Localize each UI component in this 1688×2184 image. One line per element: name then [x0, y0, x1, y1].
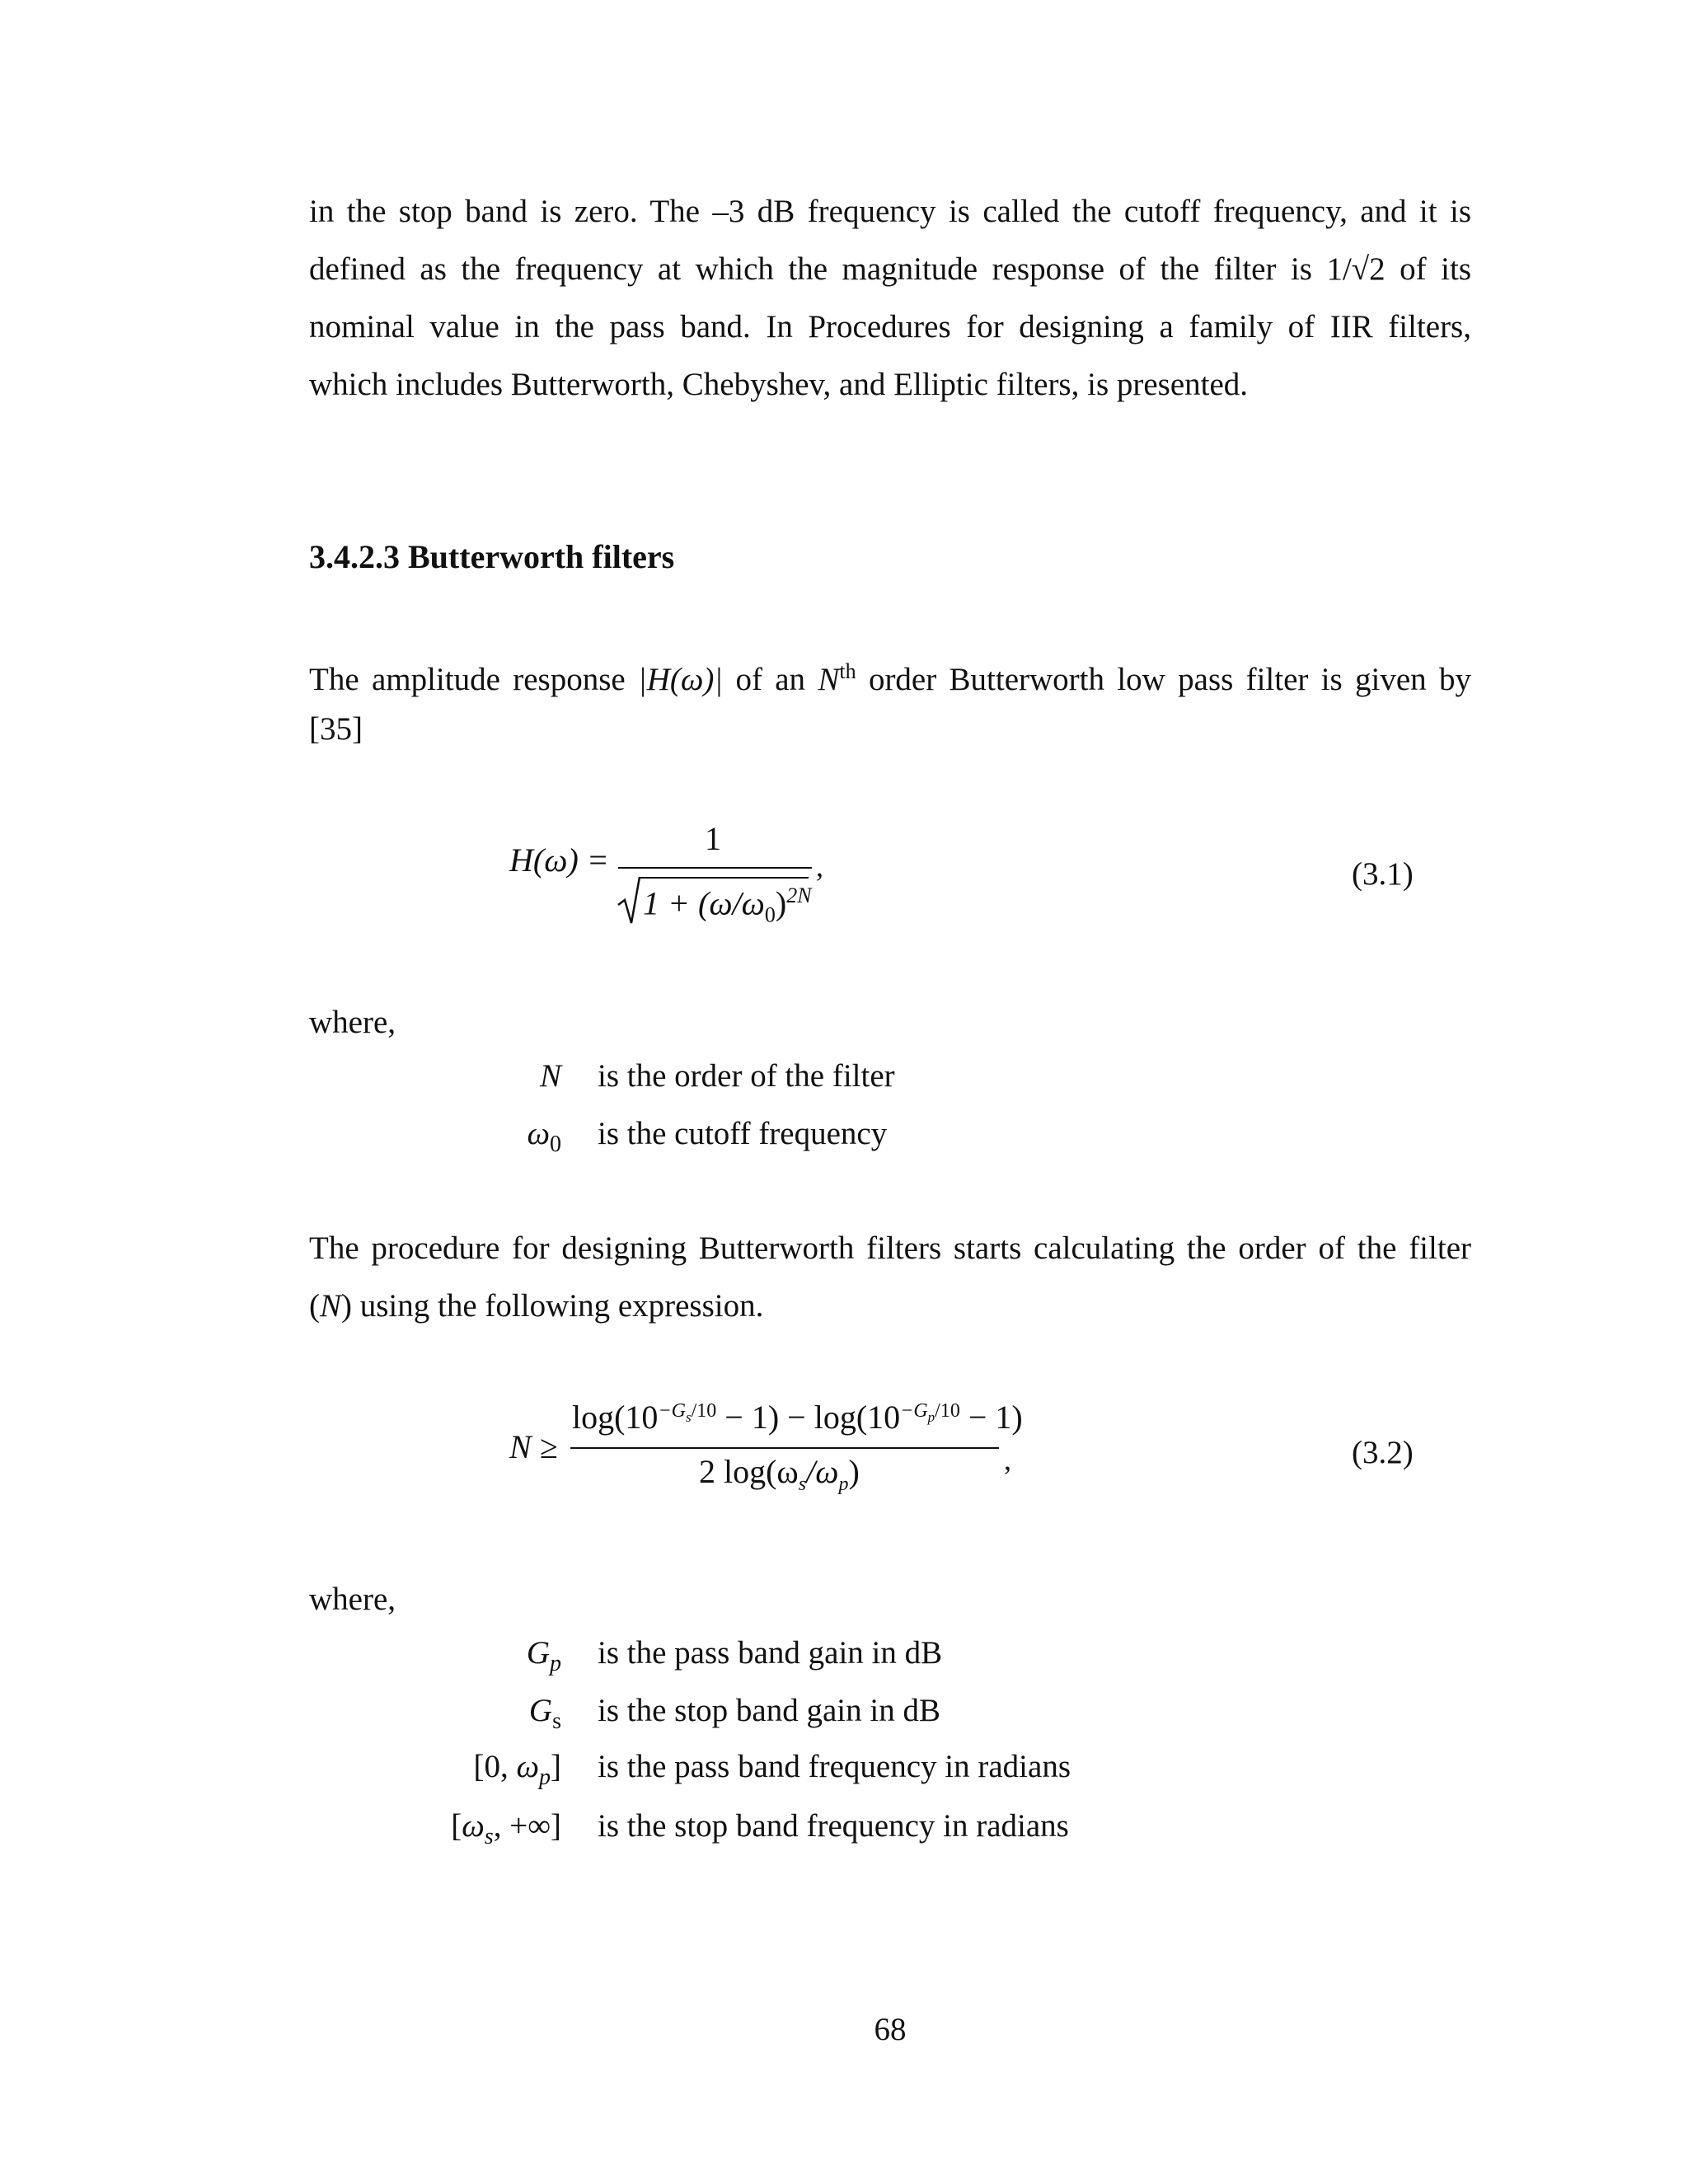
procedure-n: N — [320, 1288, 342, 1324]
eq2-den-mid: /ω — [806, 1453, 839, 1490]
where2-def-passband-desc: is the pass band frequency in radians — [598, 1749, 1071, 1784]
eq2-den-end: ) — [848, 1453, 860, 1490]
eq1-den-close: ) — [775, 884, 787, 922]
eq1-number: (3.1) — [1352, 856, 1414, 892]
eq1-sqrt-bar — [640, 877, 809, 879]
eq2-num-exp1-sub: s — [685, 1408, 692, 1425]
where-1-label: where, — [309, 1005, 396, 1040]
eq1-sqrt-icon — [617, 875, 641, 926]
where2-def-gp-symbol — [527, 1629, 561, 1689]
amplitude-line-2: [35] — [309, 711, 363, 747]
where2-def-passband-sym: ω — [516, 1749, 539, 1784]
where2-def-stopband-sym: ω — [462, 1808, 485, 1844]
eq2-lhs-text: N ≥ — [509, 1428, 558, 1465]
eq1-lhs — [509, 841, 609, 879]
eq2-num-exp1 — [658, 1399, 717, 1425]
eq1-lhs-text: H(ω) = — [509, 841, 609, 879]
amplitude-text-mid: of an — [723, 662, 818, 697]
where2-def-stopband — [0, 1802, 1688, 1851]
amplitude-n: N — [818, 662, 840, 697]
where-2-label: where, — [309, 1582, 396, 1617]
eq1-numerator: 1 — [705, 820, 721, 857]
where2-def-passband — [0, 1742, 1688, 1792]
eq2-num-mid: − 1) − log(10 — [716, 1399, 901, 1436]
where2-def-stopband-symbol — [451, 1802, 561, 1862]
intro-line-1: in the stop band is zero. The –3 dB frequency is called the cutoff frequency, and it is — [309, 194, 1471, 229]
where1-def-n-symbol — [540, 1052, 561, 1101]
eq2-num-exp2-tail: /10 — [935, 1399, 960, 1422]
intro-line-4: which includes Butterworth, Chebyshev, and Elliptic filters, is presented. — [309, 367, 1249, 402]
where2-def-stopband-desc: is the stop band frequency in radians — [598, 1808, 1069, 1844]
amplitude-text-pre: The amplitude response — [309, 662, 638, 697]
where2-def-passband-sub: p — [539, 1764, 551, 1790]
where2-def-gp-desc: is the pass band gain in dB — [598, 1635, 943, 1671]
amplitude-paragraph — [309, 643, 1471, 758]
where2-def-gs-sub: s — [552, 1708, 561, 1734]
eq2-num-exp2-sub: p — [927, 1408, 935, 1425]
eq2-num-log1: log(10 — [572, 1399, 659, 1436]
eq2-num-exp1-tail: /10 — [691, 1399, 717, 1422]
eq2-den-main: 2 log(ω — [699, 1453, 799, 1490]
eq2-den-sub1: s — [798, 1474, 807, 1495]
where1-def-omega0-sym: ω — [527, 1116, 550, 1151]
amplitude-hw: |H(ω)| — [638, 662, 724, 697]
section-heading: 3.4.2.3 Butterworth filters — [309, 538, 675, 575]
where1-def-n-sym: N — [539, 1058, 561, 1094]
where2-def-stopband-pre: [ — [451, 1808, 462, 1844]
where2-def-passband-pre: [0, — [473, 1749, 517, 1784]
procedure-paren-open: ( — [309, 1288, 320, 1324]
eq1-den-main: 1 + (ω/ω — [643, 884, 765, 922]
where2-def-stopband-post: , +∞] — [493, 1808, 561, 1844]
amplitude-text-post: order Butterworth low pass filter is given by — [856, 662, 1471, 697]
amplitude-sup: th — [839, 659, 856, 683]
where2-def-stopband-sub: s — [484, 1823, 494, 1849]
where1-def-n-desc: is the order of the filter — [598, 1058, 895, 1094]
eq1-den-sub: 0 — [764, 902, 776, 927]
page-number: 68 — [874, 2012, 907, 2047]
eq2-num-end: − 1) — [959, 1399, 1023, 1436]
eq2-fraction-bar — [570, 1447, 999, 1449]
eq1-comma: , — [816, 850, 823, 883]
eq1-fraction-bar — [618, 867, 812, 869]
eq2-den-sub2: p — [838, 1474, 849, 1495]
eq2-denominator — [699, 1452, 860, 1496]
eq2-num-exp2 — [900, 1399, 960, 1425]
where1-def-omega0-symbol — [527, 1109, 561, 1169]
amplitude-line-1 — [309, 643, 1471, 701]
eq2-number: (3.2) — [1352, 1435, 1414, 1470]
where1-def-omega0-desc: is the cutoff frequency — [598, 1116, 888, 1151]
where2-def-gp — [0, 1629, 1688, 1678]
intro-line-2: defined as the frequency at which the magnitude response of the filter is 1/√2 of its — [309, 251, 1471, 287]
procedure-rest: ) using the following expression. — [341, 1288, 764, 1324]
procedure-line-2 — [309, 1277, 1471, 1335]
eq2-numerator — [572, 1398, 1023, 1436]
where2-def-passband-symbol — [473, 1742, 561, 1802]
where2-def-gp-sub: p — [550, 1650, 561, 1676]
intro-paragraph — [309, 183, 1471, 414]
where2-def-gs — [0, 1686, 1688, 1736]
where2-def-gs-symbol — [529, 1686, 561, 1746]
where1-def-omega0-sub: 0 — [550, 1131, 561, 1157]
procedure-line-1: The procedure for designing Butterworth filters starts calculating the order of the filter — [309, 1230, 1471, 1266]
where2-def-gs-sym: G — [528, 1693, 553, 1728]
eq2-comma: , — [1004, 1443, 1011, 1476]
eq1-denominator — [643, 883, 812, 927]
where2-def-gs-desc: is the stop band gain in dB — [598, 1693, 940, 1728]
eq2-num-exp2-g: −G — [900, 1399, 928, 1422]
eq2-lhs — [509, 1427, 558, 1466]
procedure-paragraph — [309, 1220, 1471, 1335]
intro-line-3: nominal value in the pass band. In Procedures for designing a family of IIR filters, — [309, 309, 1471, 344]
where2-def-gp-sym: G — [526, 1635, 550, 1671]
where1-def-n — [0, 1052, 1688, 1101]
where1-def-omega0 — [0, 1109, 1688, 1159]
eq2-num-exp1-g: −G — [658, 1399, 686, 1422]
where2-def-passband-post: ] — [551, 1749, 561, 1784]
eq1-den-exp: 2N — [786, 883, 812, 907]
